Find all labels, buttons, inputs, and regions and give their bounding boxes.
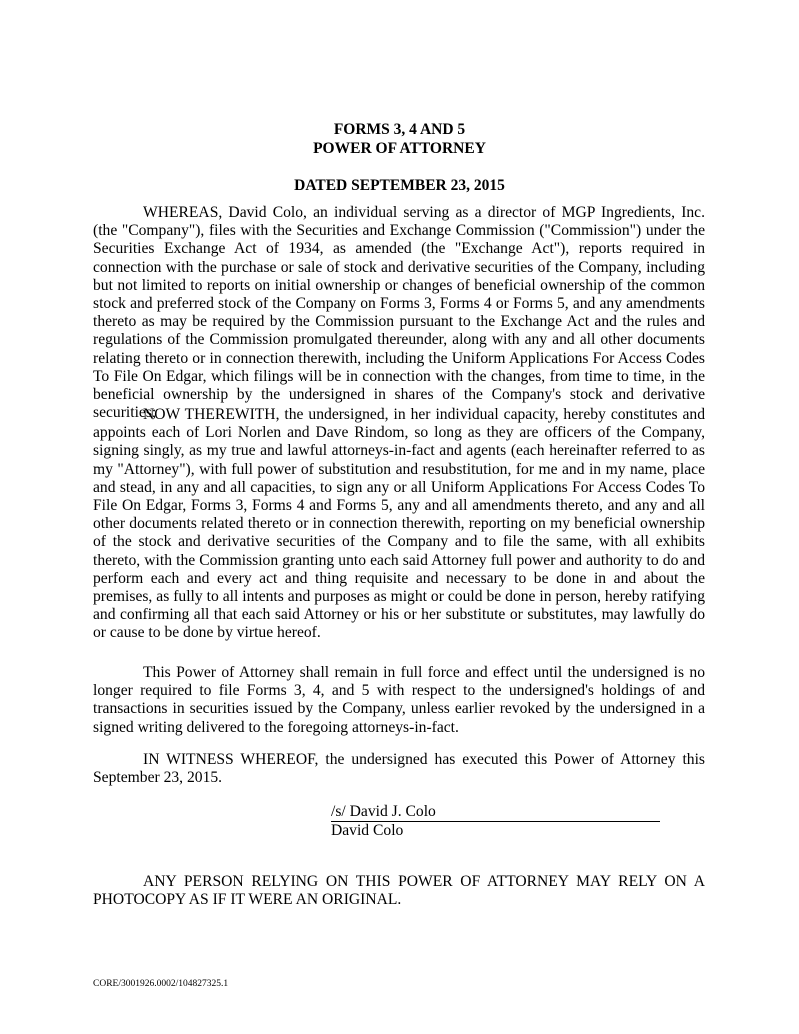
title-forms: FORMS 3, 4 AND 5: [333, 121, 466, 138]
paragraph-witness: IN WITNESS WHEREOF, the undersigned has executed this Power of Attorney this September 23, 2015.: [93, 751, 705, 787]
paragraph-now-therewith: NOW THEREWITH, the undersigned, in her individual capacity, hereby constitutes and appoints each of Lori Norlen and Dave Rindom, so long as they are officers of the Company, signing singly, as my true and lawful attorneys-in-fact and agents (each hereinafter referred to as my "Attorney"), with full power of substitution and resubstitution, for me and in my name, place and stead, in any and all capacities, to sign any or all Uniform Applications For Access Codes To File On Edgar, Forms 3, Forms 4 and Forms 5, any and all amendments thereto, and any and all other documents related thereto or in connection therewith, reporting on my beneficial ownership of the stock and derivative securities of the Company and to file the same, with all exhibits thereto, with the Commission granting unto each said Attorney full power and authority to do and perform each and every act and thing requisite and necessary to be done in and about the premises, as fully to all intents and purposes as might or could be done in person, hereby ratifying and confirming all that each said Attorney or his or her substitute or substitutes, may lawfully do or cause to be done by virtue hereof.: [93, 406, 705, 642]
photocopy-notice: ANY PERSON RELYING ON THIS POWER OF ATTORNEY MAY RELY ON A PHOTOCOPY AS IF IT WERE AN ORIGINAL.: [93, 873, 705, 909]
footer-document-code: CORE/3001926.0002/104827325.1: [93, 979, 229, 989]
signatory-name: David Colo: [331, 822, 404, 839]
signature-line: /s/ David J. Colo: [331, 803, 660, 822]
signature-block: [331, 803, 660, 840]
dated-heading: DATED SEPTEMBER 23, 2015: [294, 177, 505, 194]
paragraph-duration: This Power of Attorney shall remain in full force and effect until the undersigned is no longer required to file Forms 3, 4, and 5 with respect to the undersigned's holdings of and transactions in securities issued by the Company, unless earlier revoked by the undersigned in a signed writing delivered to the foregoing attorneys-in-fact.: [93, 664, 705, 736]
paragraph-whereas: WHEREAS, David Colo, an individual serving as a director of MGP Ingredients, Inc. (the "Company"), files with the Securities and Exchange Commission ("Commission") under the Securities Exchange Act of 1934, as amended (the "Exchange Act"), reports required in connection with the purchase or sale of stock and derivative securities of the Company, including but not limited to reports on initial ownership or changes of beneficial ownership of the common stock and preferred stock of the Company on Forms 3, Forms 4 or Forms 5, and any amendments thereto as may be required by the Commission pursuant to the Exchange Act and the rules and regulations of the Commission promulgated thereunder, along with any and all other documents relating thereto or in connection therewith, including the Uniform Applications For Access Codes To File On Edgar, which filings will be in connection with the changes, from time to time, in the beneficial ownership by the undersigned in shares of the Company's stock and derivative securities;: [93, 204, 705, 422]
title-power-of-attorney: POWER OF ATTORNEY: [313, 140, 486, 157]
